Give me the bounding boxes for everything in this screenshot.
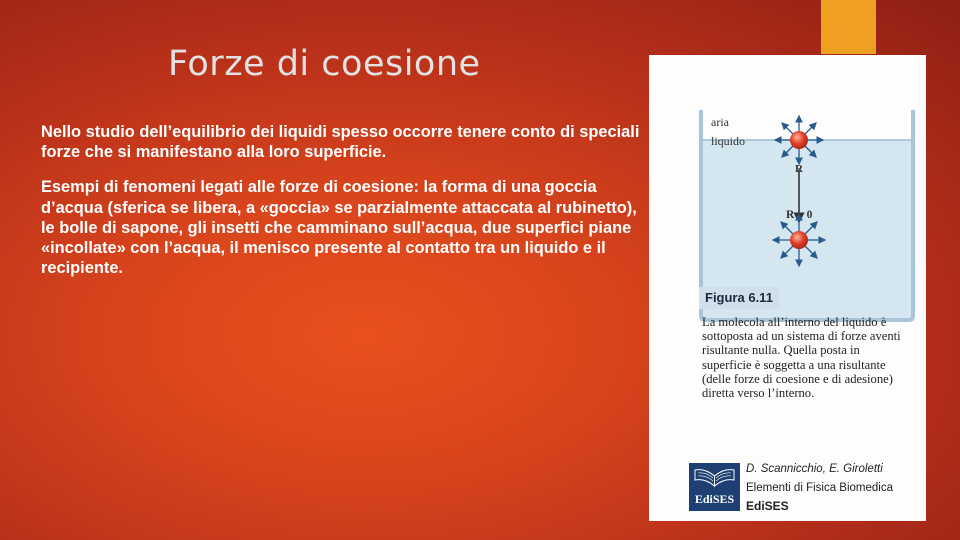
reference-book-title: Elementi di Fisica Biomedica	[746, 482, 894, 494]
figure-card	[649, 55, 926, 521]
reference-publisher: EdiSES	[746, 499, 789, 513]
paragraph-intro: Nello studio dell’equilibrio dei liquidi spesso occorre tenere conto di speciali forze che si manifestano alla loro superficie.	[41, 123, 640, 162]
label-resultant-zero: R = 0	[786, 209, 813, 221]
accent-tab	[821, 0, 876, 54]
logo-text: EdiSES	[694, 492, 735, 506]
slide-body	[41, 122, 641, 293]
book-icon	[693, 466, 736, 488]
label-liquid: liquido	[711, 134, 746, 148]
label-air: aria	[711, 115, 729, 129]
reference-authors: D. Scannicchio, E. Giroletti	[746, 463, 883, 475]
paragraph-examples: Esempi di fenomeni legati alle forze di coesione: la forma di una goccia d’acqua (sferica se libera, a «goccia» se parzialmente attaccata al rubinetto), le bolle di sapone, gli insetti che camminano sull’acqua, due superfici piane «incollate» con l’acqua, il menisco presente al contatto tra un liquido e il recipiente.	[41, 178, 637, 278]
publisher-logo	[689, 463, 740, 511]
figure-badge: Figura 6.11	[699, 287, 779, 309]
figure-caption: La molecola all’interno del liquido è sottoposta ad un sistema di forze aventi risultante nulla. Quella posta in superficie è soggetta a una risultante (delle forze di coesione e di adesione) diretta verso l’interno.	[702, 315, 901, 401]
slide-title: Forze di coesione	[168, 44, 481, 84]
label-resultant: R	[795, 163, 803, 175]
